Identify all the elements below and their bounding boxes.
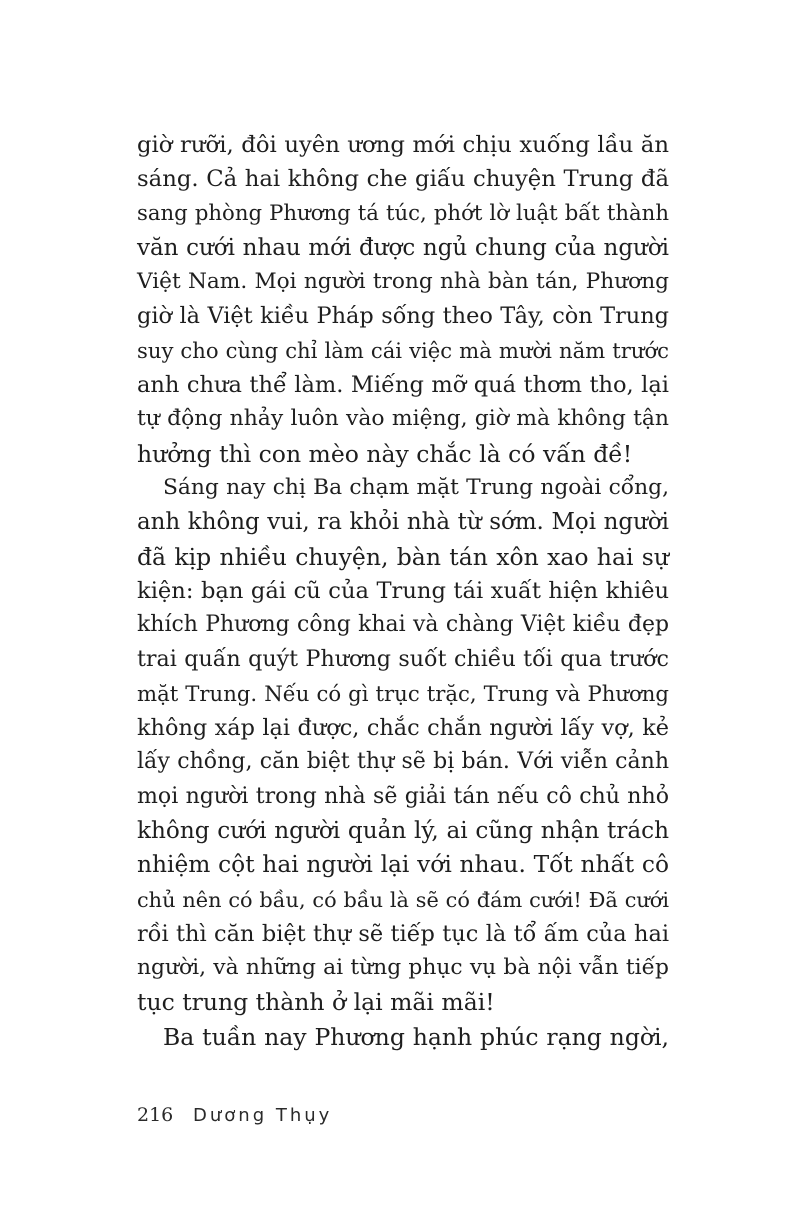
page-footer [137, 1104, 332, 1126]
text-line: không cưới người quản lý, ai cũng nhận trách [137, 817, 669, 844]
text-line: anh không vui, ra khỏi nhà từ sớm. Mọi người [137, 509, 669, 536]
text-line: hưởng thì con mèo này chắc là có vấn đề! [137, 439, 633, 468]
text-line: giờ là Việt kiều Pháp sống theo Tây, còn Trung [137, 303, 669, 330]
text-line: khích Phương công khai và chàng Việt kiều đẹp [137, 612, 669, 638]
text-line: mặt Trung. Nếu có gì trục trặc, Trung và Phương [137, 680, 669, 706]
text-line: trai quấn quýt Phương suốt chiều tối qua trước [137, 646, 669, 673]
text-line: anh chưa thể làm. Miếng mỡ quá thơm tho, lại [137, 372, 669, 399]
text-line: lấy chồng, căn biệt thự sẽ bị bán. Với viễn cảnh [137, 749, 669, 775]
text-line: kiện: bạn gái cũ của Trung tái xuất hiện khiêu [137, 577, 669, 604]
text-line: đã kịp nhiều chuyện, bàn tán xôn xao hai sự [137, 542, 669, 571]
text-line: văn cưới nhau mới được ngủ chung của người [137, 234, 669, 261]
text-line: nhiệm cột hai người lại với nhau. Tốt nhất cô [137, 851, 669, 879]
page-number: 216 [137, 1104, 174, 1126]
paragraph-first-line: Ba tuần nay Phương hạnh phúc rạng ngời, [163, 1022, 669, 1051]
body-text [137, 128, 669, 1054]
text-line: không xáp lại được, chắc chắn người lấy vợ, kẻ [137, 715, 669, 742]
text-line: người, và những ai từng phục vụ bà nội vẫn tiếp [137, 955, 669, 981]
text-line: mọi người trong nhà sẽ giải tán nếu cô chủ nhỏ [137, 783, 669, 809]
text-line: giờ rưỡi, đôi uyên ương mới chịu xuống lầu ăn [137, 132, 669, 158]
text-line: chủ nên có bầu, có bầu là sẽ có đám cưới! Đã cưới [137, 887, 669, 912]
paragraph-first-line: Sáng nay chị Ba chạm mặt Trung ngoài cổng, [163, 474, 669, 500]
text-line: tự động nhảy luôn vào miệng, giờ mà không tận [137, 406, 669, 432]
text-line: tục trung thành ở lại mãi mãi! [137, 988, 495, 1017]
text-line: sang phòng Phương tá túc, phớt lờ luật bất thành [137, 200, 669, 226]
text-line: sáng. Cả hai không che giấu chuyện Trung đã [137, 166, 669, 193]
text-line: suy cho cùng chỉ làm cái việc mà mười năm trước [137, 337, 669, 363]
running-head-author: Dương Thụy [193, 1105, 333, 1126]
text-line: rồi thì căn biệt thự sẽ tiếp tục là tổ ấm của hai [137, 920, 669, 947]
text-line: Việt Nam. Mọi người trong nhà bàn tán, Phương [137, 269, 669, 295]
